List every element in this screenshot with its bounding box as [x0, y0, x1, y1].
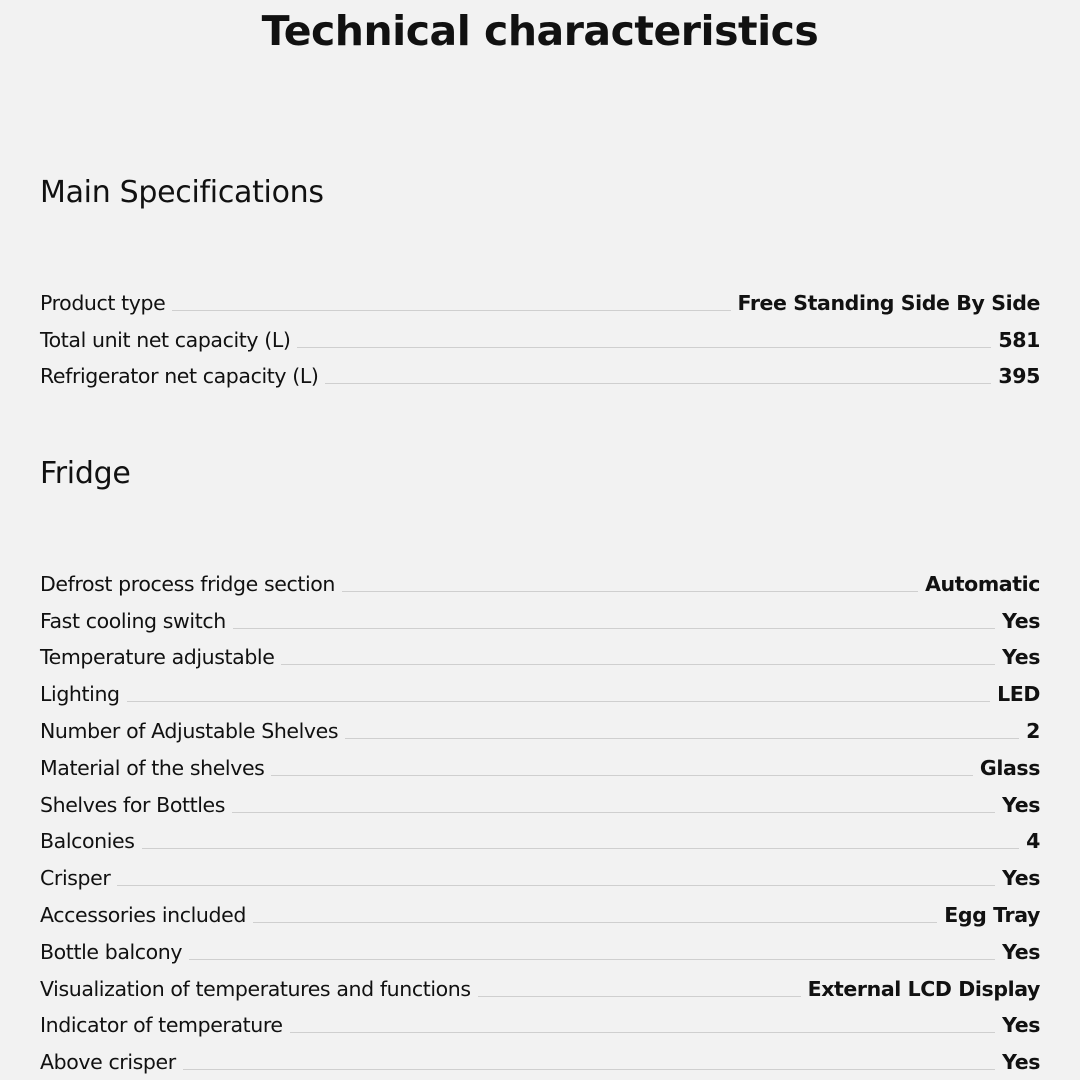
dotted-leader — [297, 346, 991, 348]
spec-label: Temperature adjustable — [40, 645, 275, 670]
spec-label: Total unit net capacity (L) — [40, 327, 291, 352]
spec-label: Balconies — [40, 829, 135, 854]
spec-value: 395 — [998, 364, 1040, 389]
dotted-leader — [183, 1068, 995, 1070]
dotted-leader — [142, 847, 1020, 849]
spec-value: Free Standing Side By Side — [737, 290, 1040, 315]
spec-row — [40, 1038, 1040, 1075]
dotted-leader — [232, 811, 995, 813]
spec-value: LED — [997, 682, 1040, 707]
spec-row — [40, 965, 1040, 1002]
spec-label: Shelves for Bottles — [40, 792, 226, 817]
spec-label: Material of the shelves — [40, 755, 265, 780]
spec-label: Number of Adjustable Shelves — [40, 718, 339, 743]
fridge-specifications-list — [40, 560, 1040, 1075]
spec-row — [40, 818, 1040, 855]
spec-row — [40, 707, 1040, 744]
spec-row — [40, 560, 1040, 597]
spec-value: Yes — [1002, 939, 1040, 964]
dotted-leader — [117, 884, 995, 886]
dotted-leader — [127, 700, 990, 702]
spec-row — [40, 670, 1040, 707]
spec-row — [40, 279, 1040, 316]
dotted-leader — [345, 737, 1019, 739]
dotted-leader — [290, 1031, 995, 1033]
spec-row — [40, 316, 1040, 353]
spec-label: Fast cooling switch — [40, 608, 226, 633]
spec-row — [40, 634, 1040, 671]
section-heading-fridge: Fridge — [40, 456, 131, 491]
spec-label: Indicator of temperature — [40, 1013, 283, 1038]
dotted-leader — [478, 995, 801, 997]
spec-row — [40, 597, 1040, 634]
spec-label: Above crisper — [40, 1050, 176, 1075]
dotted-leader — [172, 309, 730, 311]
spec-value: Yes — [1002, 1050, 1040, 1075]
spec-value: 4 — [1026, 829, 1040, 854]
spec-value: Yes — [1002, 608, 1040, 633]
spec-value: 581 — [998, 327, 1040, 352]
spec-label: Visualization of temperatures and functions — [40, 976, 471, 1001]
spec-value: 2 — [1026, 718, 1040, 743]
spec-label: Product type — [40, 290, 166, 315]
spec-row — [40, 1002, 1040, 1039]
spec-label: Defrost process fridge section — [40, 571, 335, 596]
spec-value: Egg Tray — [944, 902, 1040, 927]
spec-value: Yes — [1002, 645, 1040, 670]
spec-label: Accessories included — [40, 902, 246, 927]
page-title: Technical characteristics — [261, 7, 819, 55]
spec-row — [40, 781, 1040, 818]
spec-value: External LCD Display — [807, 976, 1040, 1001]
spec-value: Yes — [1002, 866, 1040, 891]
dotted-leader — [281, 663, 995, 665]
dotted-leader — [271, 774, 972, 776]
spec-label: Lighting — [40, 682, 120, 707]
dotted-leader — [233, 627, 995, 629]
spec-value: Yes — [1002, 792, 1040, 817]
spec-row — [40, 854, 1040, 891]
spec-row — [40, 891, 1040, 928]
spec-row — [40, 928, 1040, 965]
dotted-leader — [189, 958, 995, 960]
dotted-leader — [342, 590, 918, 592]
spec-row — [40, 353, 1040, 390]
spec-value: Automatic — [925, 571, 1040, 596]
spec-row — [40, 744, 1040, 781]
spec-label: Crisper — [40, 866, 111, 891]
spec-value: Glass — [979, 755, 1040, 780]
main-specifications-list — [40, 279, 1040, 389]
section-heading-main-specifications: Main Specifications — [40, 175, 324, 210]
spec-label: Refrigerator net capacity (L) — [40, 364, 319, 389]
dotted-leader — [253, 921, 937, 923]
dotted-leader — [325, 382, 991, 384]
spec-label: Bottle balcony — [40, 939, 183, 964]
spec-value: Yes — [1002, 1013, 1040, 1038]
